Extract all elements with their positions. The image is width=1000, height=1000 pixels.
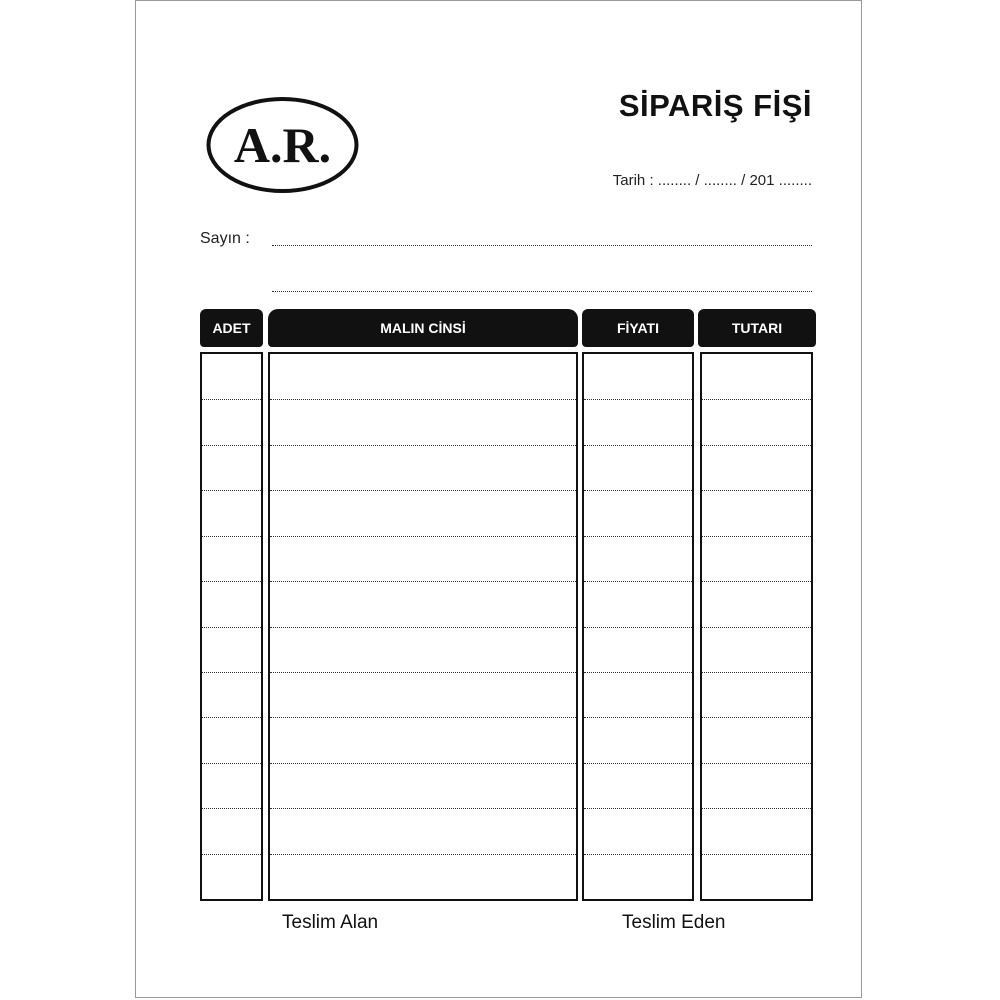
table-row-separator	[202, 627, 261, 628]
table-row-separator	[270, 854, 576, 855]
table-row-separator	[202, 490, 261, 491]
table-row-separator	[202, 763, 261, 764]
signature-receiver: Teslim Alan	[282, 912, 379, 933]
recipient-line-2	[272, 291, 812, 292]
table-row-separator	[702, 672, 811, 673]
column-total	[700, 352, 813, 901]
signature-deliverer: Teslim Eden	[622, 912, 726, 933]
table-row-separator	[270, 536, 576, 537]
table-row-separator	[270, 445, 576, 446]
column-price	[582, 352, 694, 901]
table-row-separator	[270, 763, 576, 764]
logo-text: A.R.	[233, 117, 332, 173]
date-field: Tarih : ........ / ........ / 201 ........	[612, 172, 812, 189]
table-row-separator	[702, 581, 811, 582]
table-row-separator	[270, 717, 576, 718]
table-row-separator	[270, 808, 576, 809]
table-row-separator	[270, 627, 576, 628]
table-row-separator	[270, 399, 576, 400]
table-row-separator	[202, 717, 261, 718]
table-row-separator	[202, 581, 261, 582]
table-row-separator	[202, 445, 261, 446]
form-title: SİPARİŞ FİŞİ	[618, 88, 812, 123]
table-row-separator	[702, 717, 811, 718]
table-row-separator	[584, 854, 692, 855]
header-total: TUTARI	[698, 309, 816, 347]
recipient-line-1	[272, 245, 812, 246]
column-item-description	[268, 352, 578, 901]
table-row-separator	[584, 445, 692, 446]
table-row-separator	[702, 808, 811, 809]
table-row-separator	[270, 672, 576, 673]
header-item-description: MALIN CİNSİ	[268, 309, 578, 347]
table-row-separator	[270, 581, 576, 582]
company-logo	[205, 95, 360, 195]
table-row-separator	[584, 672, 692, 673]
table-row-separator	[584, 717, 692, 718]
table-row-separator	[202, 672, 261, 673]
column-quantity	[200, 352, 263, 901]
table-row-separator	[702, 399, 811, 400]
table-row-separator	[702, 763, 811, 764]
recipient-label: Sayın :	[200, 230, 250, 247]
header-price: FİYATI	[582, 309, 694, 347]
table-row-separator	[584, 763, 692, 764]
table-row-separator	[702, 536, 811, 537]
table-row-separator	[270, 490, 576, 491]
table-row-separator	[584, 808, 692, 809]
table-row-separator	[702, 627, 811, 628]
table-row-separator	[202, 399, 261, 400]
table-row-separator	[202, 536, 261, 537]
table-row-separator	[584, 627, 692, 628]
table-row-separator	[584, 399, 692, 400]
table-row-separator	[584, 581, 692, 582]
header-quantity: ADET	[200, 309, 263, 347]
table-row-separator	[584, 536, 692, 537]
table-row-separator	[202, 808, 261, 809]
table-row-separator	[702, 490, 811, 491]
table-row-separator	[584, 490, 692, 491]
table-row-separator	[702, 445, 811, 446]
table-row-separator	[202, 854, 261, 855]
table-row-separator	[702, 854, 811, 855]
